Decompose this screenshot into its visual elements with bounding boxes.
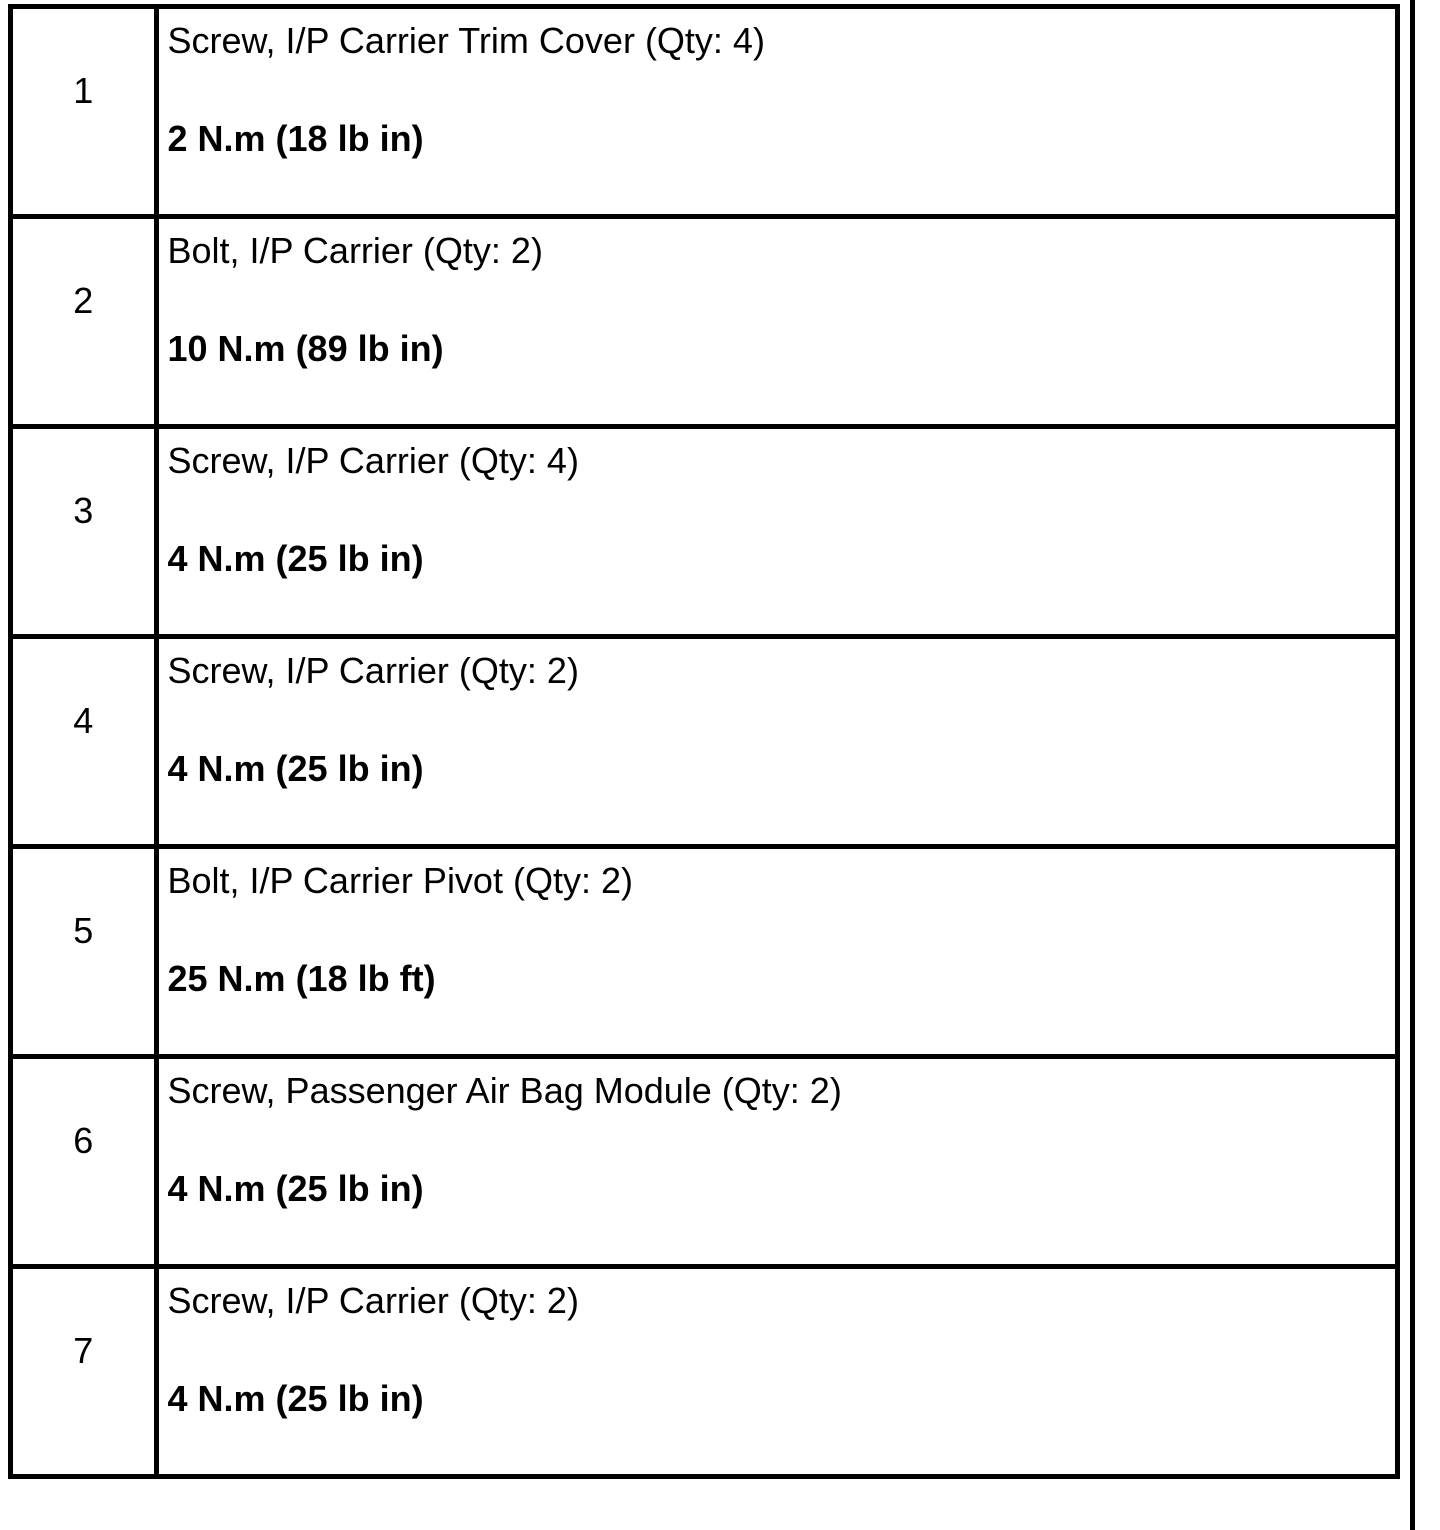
fastener-description: Bolt, I/P Carrier (Qty: 2) — [167, 230, 543, 271]
fastener-description: Screw, I/P Carrier (Qty: 2) — [167, 1280, 579, 1321]
fastener-description: Screw, I/P Carrier (Qty: 2) — [167, 650, 579, 691]
table-row — [11, 217, 1398, 427]
fastener-torque-table — [8, 4, 1400, 1479]
torque-spec: 10 N.m (89 lb in) — [167, 328, 444, 369]
table-row — [11, 427, 1398, 637]
table-row — [11, 1057, 1398, 1267]
torque-spec: 2 N.m (18 lb in) — [167, 118, 424, 159]
callout-number: 1 — [73, 70, 94, 111]
page-border-right — [1410, 0, 1415, 1530]
fastener-cell — [156, 637, 1397, 847]
torque-spec: 25 N.m (18 lb ft) — [167, 958, 436, 999]
callout-number-cell — [11, 847, 157, 1057]
callout-number-cell — [11, 217, 157, 427]
callout-number: 4 — [73, 700, 94, 741]
callout-number: 6 — [73, 1120, 94, 1161]
callout-number-cell — [11, 1267, 157, 1477]
fastener-cell — [156, 1057, 1397, 1267]
callout-number-cell — [11, 637, 157, 847]
callout-number-cell — [11, 427, 157, 637]
table-row — [11, 1267, 1398, 1477]
fastener-cell — [156, 217, 1397, 427]
table-row — [11, 7, 1398, 217]
fastener-cell — [156, 1267, 1397, 1477]
fastener-description: Screw, I/P Carrier (Qty: 4) — [167, 440, 579, 481]
callout-number: 2 — [73, 280, 94, 321]
callout-number: 3 — [73, 490, 94, 531]
fastener-description: Bolt, I/P Carrier Pivot (Qty: 2) — [167, 860, 633, 901]
table-row — [11, 637, 1398, 847]
table-row — [11, 847, 1398, 1057]
fastener-description: Screw, Passenger Air Bag Module (Qty: 2) — [167, 1070, 842, 1111]
fastener-cell — [156, 7, 1397, 217]
torque-spec: 4 N.m (25 lb in) — [167, 1168, 424, 1209]
fastener-description: Screw, I/P Carrier Trim Cover (Qty: 4) — [167, 20, 765, 61]
torque-spec: 4 N.m (25 lb in) — [167, 1378, 424, 1419]
callout-number: 5 — [73, 910, 94, 951]
fastener-cell — [156, 427, 1397, 637]
callout-number-cell — [11, 1057, 157, 1267]
callout-number: 7 — [73, 1330, 94, 1371]
fastener-cell — [156, 847, 1397, 1057]
callout-number-cell — [11, 7, 157, 217]
torque-spec: 4 N.m (25 lb in) — [167, 748, 424, 789]
torque-spec: 4 N.m (25 lb in) — [167, 538, 424, 579]
